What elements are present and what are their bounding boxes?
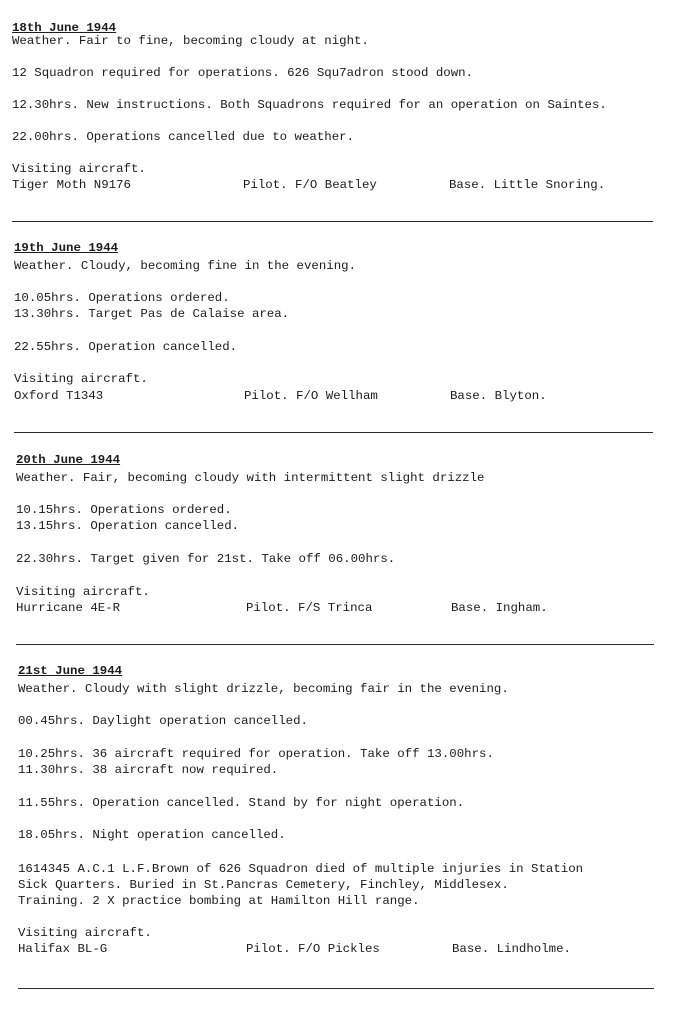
- weather-line: Weather. Cloudy, becoming fine in the evening.: [14, 259, 357, 273]
- log-line: 22.55hrs. Operation cancelled.: [14, 340, 238, 354]
- log-line: 10.25hrs. 36 aircraft required for operation. Take off 13.00hrs.: [18, 747, 494, 761]
- visiting-pilot: Pilot. F/S Trinca: [246, 601, 373, 615]
- log-line: 13.15hrs. Operation cancelled.: [16, 519, 240, 533]
- log-line: 00.45hrs. Daylight operation cancelled.: [18, 714, 308, 728]
- visiting-aircraft-heading: Visiting aircraft.: [14, 372, 148, 386]
- log-line: 13.30hrs. Target Pas de Calaise area.: [14, 307, 290, 321]
- section-divider: [12, 221, 653, 222]
- section-divider: [18, 988, 654, 989]
- weather-line: Weather. Fair to fine, becoming cloudy at night.: [12, 34, 369, 48]
- entry-date-19-june: 19th June 1944: [14, 241, 119, 255]
- section-divider: [16, 644, 654, 645]
- visiting-aircraft-heading: Visiting aircraft.: [12, 162, 146, 176]
- visiting-pilot: Pilot. F/O Pickles: [246, 942, 380, 956]
- section-divider: [14, 432, 653, 433]
- log-line: 11.30hrs. 38 aircraft now required.: [18, 763, 279, 777]
- visiting-pilot: Pilot. F/O Wellham: [244, 389, 378, 403]
- visiting-aircraft-heading: Visiting aircraft.: [18, 926, 152, 940]
- log-line: 18.05hrs. Night operation cancelled.: [18, 828, 286, 842]
- visiting-aircraft-type: Oxford T1343: [14, 389, 104, 403]
- log-line: Sick Quarters. Buried in St.Pancras Cemetery, Finchley, Middlesex.: [18, 878, 509, 892]
- log-line: 22.30hrs. Target given for 21st. Take off 06.00hrs.: [16, 552, 396, 566]
- visiting-aircraft-type: Halifax BL-G: [18, 942, 108, 956]
- entry-date-18-june: 18th June 1944: [12, 21, 117, 35]
- log-line: 10.15hrs. Operations ordered.: [16, 503, 232, 517]
- visiting-base: Base. Blyton.: [450, 389, 547, 403]
- entry-date-20-june: 20th June 1944: [16, 453, 121, 467]
- visiting-aircraft-type: Tiger Moth N9176: [12, 178, 131, 192]
- log-line: 10.05hrs. Operations ordered.: [14, 291, 230, 305]
- log-line: Training. 2 X practice bombing at Hamilton Hill range.: [18, 894, 420, 908]
- visiting-base: Base. Ingham.: [451, 601, 548, 615]
- weather-line: Weather. Cloudy with slight drizzle, becoming fair in the evening.: [18, 682, 509, 696]
- visiting-pilot: Pilot. F/O Beatley: [243, 178, 377, 192]
- weather-line: Weather. Fair, becoming cloudy with intermittent slight drizzle: [16, 471, 485, 485]
- visiting-aircraft-type: Hurricane 4E-R: [16, 601, 121, 615]
- visiting-aircraft-heading: Visiting aircraft.: [16, 585, 150, 599]
- log-line: 11.55hrs. Operation cancelled. Stand by for night operation.: [18, 796, 465, 810]
- log-line: 12.30hrs. New instructions. Both Squadrons required for an operation on Saintes.: [12, 98, 607, 112]
- log-line: 1614345 A.C.1 L.F.Brown of 626 Squadron died of multiple injuries in Station: [18, 862, 584, 876]
- entry-date-21-june: 21st June 1944: [18, 664, 123, 678]
- visiting-base: Base. Lindholme.: [452, 942, 571, 956]
- visiting-base: Base. Little Snoring.: [449, 178, 606, 192]
- log-line: 22.00hrs. Operations cancelled due to weather.: [12, 130, 355, 144]
- log-line: 12 Squadron required for operations. 626 Squ7adron stood down.: [12, 66, 474, 80]
